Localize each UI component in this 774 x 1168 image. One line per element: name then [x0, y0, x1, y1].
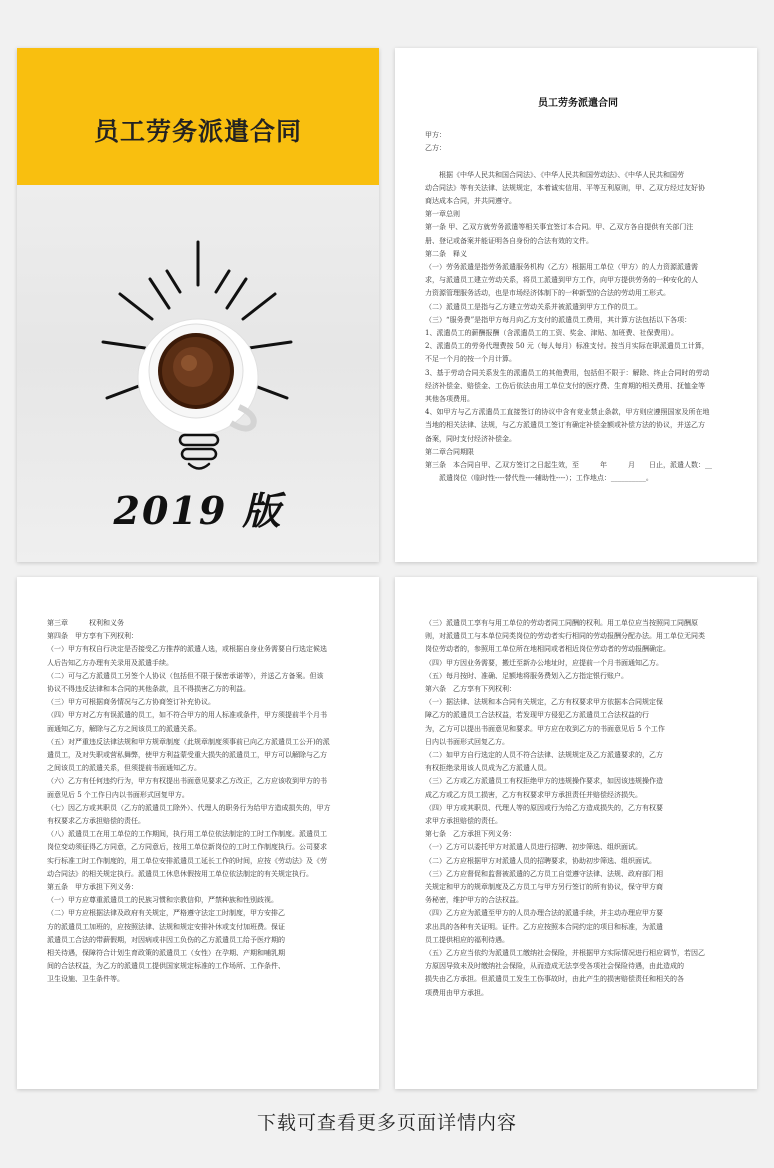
- text-line: 4、如甲方与乙方派遣员工直接签订的协议中含有竞业禁止条款，甲方则应遵照国家及所在地: [425, 408, 710, 417]
- text-line: 人后告知乙方办理有关录用及派遣手续。: [47, 658, 173, 667]
- text-line: 求出具的各种有关证明。证件。乙方应按照本合同约定的项目和标准，为派遣: [425, 922, 663, 931]
- text-line: 项费用由甲方承担。: [425, 988, 488, 997]
- text-line: 岗位变动须征得乙方同意，乙方同意后，按用工单位新岗位的工时工作制度执行。公司要求: [47, 843, 327, 852]
- text-line: 其他各项费用。: [425, 395, 474, 404]
- text-line: （六）乙方有任何违约行为，甲方有权提出书面意见要求乙方改正，乙方应该收到甲方的书: [47, 777, 327, 786]
- text-line: （一）据法律、法规和本合同有关规定，乙方有权要求甲方依据本合同规定保: [425, 698, 663, 707]
- text-line: 第三章 权利和义务: [47, 619, 124, 627]
- document-page-3: [395, 577, 757, 1089]
- text-line: （二）如甲方自行选定的人员不符合法律、法规规定及乙方派遣要求的，乙方: [425, 751, 663, 760]
- text-line: 乙方：: [425, 144, 446, 153]
- text-line: （四）甲方因业务需要，搬迁至新办公地址时，应提前一个月书面通知乙方。: [425, 658, 663, 667]
- text-line: 遣员工，及对失职或营私舞弊，使甲方利益蒙受重大损失的派遣员工，甲方可以解除与乙方: [47, 751, 327, 760]
- text-line: [425, 155, 731, 168]
- text-line: 岗位劳动者的，参照用工单位所在地相同或者相近岗位劳动者的劳动报酬确定。: [425, 645, 670, 654]
- download-more-notice[interactable]: 下载可查看更多页面详情内容: [256, 1112, 517, 1134]
- text-line: 则，对派遣员工与本单位同类岗位的劳动者实行相同的劳动报酬分配办法。用工单位无同类: [425, 632, 705, 641]
- text-line: 备案，同时支付经济补偿金。: [425, 434, 516, 443]
- text-line: 面意见后 5 个工作日内以书面形式回复甲方。: [47, 790, 189, 799]
- page-3-content: [425, 617, 731, 1073]
- text-line: 协议不得违反法律和本合同的其他条款，且不得损害乙方的利益。: [47, 685, 250, 694]
- cover-page: [17, 48, 379, 562]
- text-line: 员工提供相应的福利待遇。: [425, 935, 509, 944]
- text-line: 日内以书面形式回复乙方。: [425, 737, 509, 746]
- text-line: 面通知乙方，解除与乙方之间该员工的派遣关系。: [47, 724, 201, 733]
- text-line: 方的派遣员工加班的，应按照法律、法规和规定安排补休或支付加班费。保证: [47, 922, 285, 931]
- text-line: 第五条 甲方承担下列义务：: [47, 883, 138, 892]
- cover-title: 员工劳务派遣合同: [93, 117, 302, 146]
- text-line: （一）乙方可以委托甲方对派遣人员进行招聘、初步筛选、组织面试。: [425, 843, 642, 852]
- text-line: 关规定和甲方的规章制度及乙方员工与甲方另行签订的所有协议，保守甲方商: [425, 883, 663, 892]
- text-line: 间的合法权益，为乙方的派遣员工提供国家规定标准的工作场所、工作条件、: [47, 962, 285, 971]
- text-line: 第三条 本合同自甲、乙双方签订之日起生效，至 年 月 日止，派遣人数：__: [425, 461, 712, 470]
- text-line: （三）“服务费”是指甲方每月向乙方支付的派遣员工费用，其计算方法包括以下各项：: [425, 315, 692, 324]
- text-line: 不足一个月的按一个月计算。: [425, 355, 516, 364]
- document-title: 员工劳务派遣合同: [538, 98, 618, 109]
- text-line: （五）对严重违反法律法规和甲方规章制度（此规章制度须事前已向乙方派遣员工公开)的派: [47, 737, 330, 746]
- text-line: （二）可与乙方派遣员工另签个人协议（包括但不限于保密承诺等），并送乙方备案。但该: [47, 671, 324, 680]
- text-line: （四）甲方或其职员、代理人等的原因或行为给乙方造成损失的，乙方有权要: [425, 803, 663, 812]
- text-line: （二）派遣员工是指与乙方建立劳动关系并被派遣到甲方工作的员工。: [425, 302, 642, 311]
- text-line: 成乙方或乙方员工损害，乙方有权要求甲方承担责任并赔偿经济损失。: [425, 790, 642, 799]
- text-line: 第四条 甲方享有下列权利：: [47, 632, 138, 641]
- text-line: 第六条 乙方享有下列权利：: [425, 685, 516, 694]
- text-line: 损失由乙方承担。但派遣员工发生工伤事故时，由此产生的损害赔偿责任和相关的各: [425, 975, 684, 984]
- text-line: 实行标准工时工作制度的，用工单位安排派遣员工延长工作的时间，应按《劳动法》及《劳: [47, 856, 327, 865]
- text-line: （一）甲方应尊重派遣员工的民族习惯和宗教信仰，严禁种族和性别歧视。: [47, 896, 278, 905]
- text-line: 第七条 乙方承担下列义务：: [425, 830, 516, 839]
- text-line: 商达成本合同，并共同遵守。: [425, 197, 516, 206]
- page-3-text: [425, 617, 731, 1000]
- text-line: 派遣员工合法的带薪假期，对因病或非因工负伤的乙方派遣员工给予医疗期的: [47, 935, 285, 944]
- text-line: 根据《中华人民共和国合同法》、《中华人民共和国劳动法》、《中华人民共和国劳: [425, 170, 684, 179]
- text-line: 甲方：: [425, 131, 446, 139]
- text-line: 第二章合同期限: [425, 447, 474, 456]
- text-line: （一）甲方有权自行决定是否接受乙方推荐的派遣人选，或根据自身业务需要自行选定候选: [47, 645, 327, 654]
- text-line: （五）乙方应当依约为派遣员工缴纳社会保险，并根据甲方实际情况进行相应调节，若因乙: [425, 949, 705, 958]
- text-line: 卫生设施、卫生条件等。: [47, 975, 124, 984]
- document-page-1: [395, 48, 757, 562]
- text-line: （四）乙方应为派遣至甲方的人员办理合法的派遣手续，并主动办理应甲方要: [425, 909, 663, 918]
- page-1-text: [425, 129, 731, 485]
- text-line: （四）甲方对乙方有误派遣的员工，如不符合甲方的用人标准或条件，甲方须提前半个月书: [47, 711, 327, 720]
- text-line: 第二条 释义: [425, 249, 467, 258]
- document-page-2: [17, 577, 379, 1089]
- text-line: （八）派遣员工在用工单位的工作期间，执行用工单位依法制定的工时工作制度。派遣员工: [47, 830, 327, 839]
- text-line: 3、基于劳动合同关系发生的派遣员工的其他费用，包括但不限于：解除、终止合同时的劳动: [425, 368, 710, 377]
- text-line: 之间该员工的派遣关系，但须提前书面通知乙方。: [47, 764, 201, 773]
- text-line: 派遣岗位（临时性----替代性----辅助性----）；工作地点：__________。: [425, 474, 653, 483]
- page-2-content: [47, 617, 353, 1073]
- text-line: 册、登记或备案并能证明各自身份的合法有效的文件。: [425, 236, 593, 245]
- text-line: 第一章总则: [425, 210, 460, 219]
- text-line: 经济补偿金、赔偿金、工伤后依法由用工单位支付的医疗费、生育期的相关费用、抚恤金等: [425, 381, 705, 390]
- text-line: （七）因乙方或其职员（乙方的派遣员工除外）、代理人的职务行为给甲方造成损失的，甲方: [47, 803, 331, 812]
- text-line: 1、派遣员工的薪酬报酬（含派遣员工的工资、奖金、津贴、加班费、社保费用）。: [425, 329, 678, 338]
- text-line: 有权拒绝录用该人员成为乙方派遣人员。: [425, 764, 551, 773]
- text-line: 2、派遣员工的劳务代理费按 50 元（每人每月）标准支付。按当月实际在职派遣员工计算，: [425, 342, 709, 351]
- text-line: 障乙方的派遣员工合法权益，若发现甲方侵犯乙方派遣员工合法权益的行: [425, 711, 649, 720]
- lightbulb-icon: [17, 185, 379, 475]
- text-line: （三）派遣员工享有与用工单位的劳动者同工同酬的权利。用工单位应当按照同工同酬原: [425, 619, 698, 627]
- text-line: 当地的相关法律、法规，与乙方派遣员工签订有确定补偿金额或补偿方法的协议，并送乙方: [425, 421, 705, 430]
- text-line: 动合同法》的相关规定执行。派遣员工休息休假按用工单位依法制定的有关规定执行。: [47, 869, 313, 878]
- text-line: 为，乙方可以提出书面意见和要求。甲方应在收到乙方的书面意见后 5 个工作: [425, 724, 665, 733]
- text-line: 力资源管理服务活动，也是市场经济体制下的一种新型的合法的劳动用工形式。: [425, 289, 670, 298]
- text-line: 第一条 甲、乙双方就劳务派遣等相关事宜签订本合同。甲、乙双方各自提供有关部门注: [425, 223, 694, 232]
- coffee-cup-icon: [138, 319, 258, 435]
- text-line: （三）乙方或乙方派遣员工有权拒绝甲方的违规操作要求，如因该违规操作造: [425, 777, 663, 786]
- cover-edition: 2019 版: [113, 488, 283, 533]
- text-line: （二）乙方应根据甲方对派遣人员的招聘要求，协助初步筛选、组织面试。: [425, 856, 656, 865]
- text-line: 动合同法》等有关法律、法规规定，本着诚实信用、平等互利原则，甲、乙双方经过友好协: [425, 183, 705, 192]
- text-line: 相关待遇，保障符合计划生育政策的派遣员工（女性）在孕期、产期和哺乳期: [47, 949, 285, 958]
- text-line: 务秘密，维护甲方的合法权益。: [425, 896, 523, 905]
- text-line: （三）乙方应督促和监督被派遣的乙方员工自觉遵守法律、法规、政府部门相: [425, 869, 663, 878]
- text-line: 求，与派遣员工建立劳动关系，将员工派遣到甲方工作，向甲方提供劳务的一种安化的人: [425, 276, 698, 285]
- page-1-content: [425, 94, 731, 546]
- text-line: （五）每月按时、准确、足额地将服务费划入乙方指定银行账户。: [425, 671, 628, 680]
- text-line: （二）甲方应根据法律及政府有关规定，严格遵守法定工时制度，甲方安排乙: [47, 909, 285, 918]
- page-2-text: [47, 617, 353, 987]
- text-line: （一）劳务派遣是指劳务派遣服务机构（乙方）根据用工单位（甲方）的人力资源派遣需: [425, 263, 698, 272]
- text-line: 方原因导致未及时缴纳社会保险，从而造成无法享受各项社会保险待遇，由此造成的: [425, 962, 684, 971]
- text-line: 有权要求乙方承担赔偿的责任。: [47, 817, 145, 826]
- text-line: （三）甲方可根据商务情况与乙方协商签订补充协议。: [47, 698, 215, 707]
- text-line: 求甲方承担赔偿的责任。: [425, 817, 502, 826]
